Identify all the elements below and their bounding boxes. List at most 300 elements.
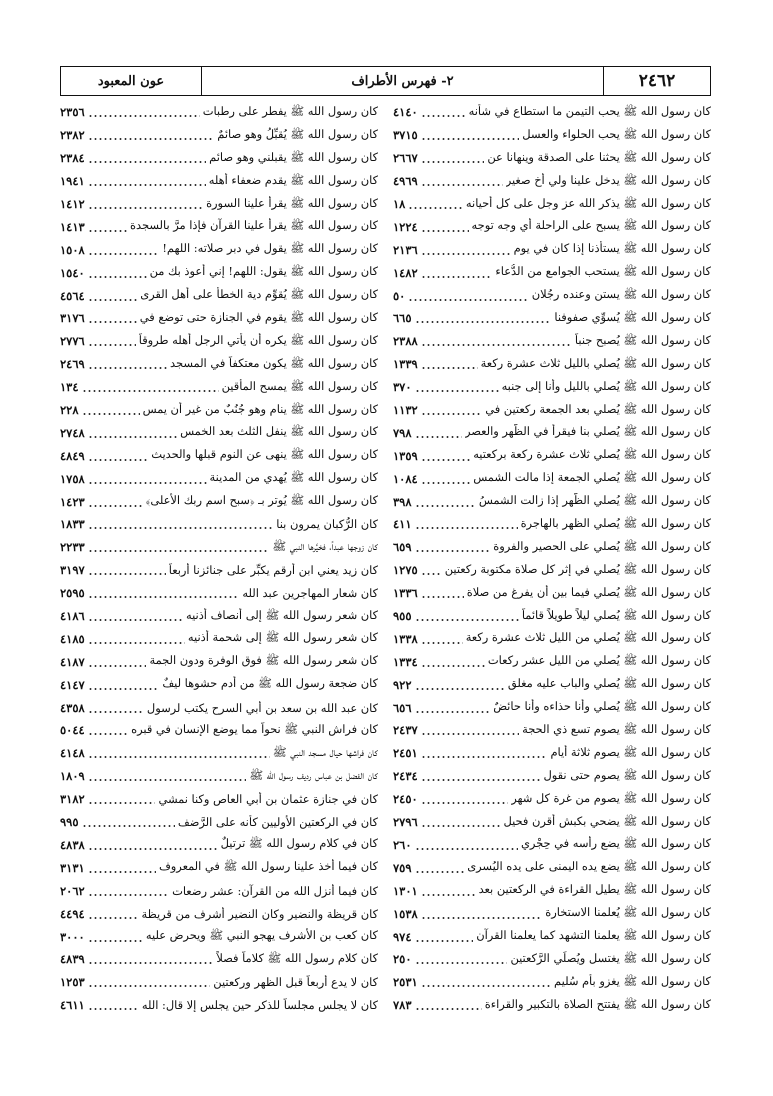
entry-number: ٥٠٤٤ bbox=[60, 723, 85, 738]
dot-leader bbox=[415, 931, 474, 943]
index-entry bbox=[60, 902, 378, 925]
entry-number: ١٣٠١ bbox=[393, 883, 418, 898]
index-entry bbox=[60, 124, 378, 147]
entry-number: ٤٨٤٩ bbox=[60, 448, 85, 463]
entry-text: كان ضجعة رسول الله ﷺ من أدم حشوها ليفٌ bbox=[162, 676, 378, 691]
dot-leader bbox=[88, 999, 139, 1011]
dot-leader bbox=[88, 106, 200, 118]
entry-number: ٢٣٥٦ bbox=[60, 105, 85, 120]
entry-text: كان رسول الله ﷺ يقرأ علينا السورة bbox=[206, 195, 378, 210]
dot-leader bbox=[88, 976, 211, 988]
dot-leader bbox=[88, 656, 147, 668]
index-entry bbox=[60, 170, 378, 193]
entry-text: كان رسول الله ﷺ يستأذنا إذا كان في يوم bbox=[513, 241, 711, 256]
index-entry bbox=[60, 330, 378, 353]
entry-number: ٢٥٣١ bbox=[393, 975, 418, 990]
dot-leader bbox=[88, 839, 218, 851]
index-entry bbox=[393, 215, 711, 238]
index-entry bbox=[60, 238, 378, 261]
entry-text: كان رسول الله ﷺ يُصلي الظهر بالهاجرة bbox=[520, 515, 711, 530]
dot-leader bbox=[88, 953, 214, 965]
entry-number: ١٨ bbox=[393, 197, 406, 211]
entry-number: ١٧٥٨ bbox=[60, 471, 85, 486]
entry-text: كان رسول الله ﷺ يُصبح جنباً bbox=[574, 332, 711, 347]
entry-text: كان رسول الله ﷺ يطيل القراءة في الركعتين بعد bbox=[478, 882, 711, 897]
dot-leader bbox=[88, 290, 137, 302]
entry-text: كان رسول الله ﷺ يُصلي والباب عليه مغلق bbox=[507, 676, 711, 691]
dot-leader bbox=[88, 221, 127, 233]
entry-text: كان زيد يعني ابن أرقم يكبِّر على جنائزنا أربعاً bbox=[168, 563, 378, 578]
dot-leader bbox=[421, 656, 485, 668]
dot-leader bbox=[421, 564, 442, 576]
entry-number: ٤١٨٧ bbox=[60, 654, 85, 669]
dot-leader bbox=[88, 770, 247, 782]
entry-number: ٩٢٢ bbox=[393, 677, 412, 692]
entry-text: كان رسول الله ﷺ يُعلمنا الاستخارة bbox=[545, 905, 711, 920]
dot-leader bbox=[88, 793, 156, 805]
dot-leader bbox=[88, 747, 270, 759]
entry-text: كان فراش النبي ﷺ نحواً مما يوضع الإنسان في قبره bbox=[131, 721, 378, 736]
dot-leader bbox=[88, 267, 147, 279]
entry-text: كان رسول الله ﷺ يُصلي بالليل وأنا إلى جنبه bbox=[501, 378, 711, 393]
dot-leader bbox=[88, 885, 169, 897]
index-entry bbox=[393, 902, 711, 925]
dot-leader bbox=[415, 610, 519, 622]
entry-text: كان رسول الله ﷺ يُصلي ثلاث عشرة ركعة بركعتيه bbox=[473, 447, 711, 462]
entry-text: كان فيما أخذ علينا رسول الله ﷺ في المعروف bbox=[159, 859, 378, 874]
entry-text: كان زوجها عبداً، فخيَّرها النبي ﷺ bbox=[272, 538, 378, 553]
index-column-right bbox=[393, 101, 711, 1017]
index-entry bbox=[393, 834, 711, 857]
index-entry bbox=[393, 879, 711, 902]
entry-text: كان رسول الله ﷺ يصوم حتى نقول bbox=[543, 767, 711, 782]
dot-leader bbox=[421, 885, 476, 897]
entry-number: ١٥٠٨ bbox=[60, 242, 85, 257]
entry-number: ٤٨٣٨ bbox=[60, 837, 85, 852]
entry-number: ٢٧٧٦ bbox=[60, 334, 85, 349]
index-entry bbox=[393, 238, 711, 261]
entry-number: ٤٥٦٤ bbox=[60, 288, 85, 303]
entry-number: ٢٣٨٨ bbox=[393, 334, 418, 349]
entry-number: ٤١٤٨ bbox=[60, 746, 85, 761]
dot-leader bbox=[421, 404, 483, 416]
entry-text: كان رسول الله ﷺ يُصلي في إثر كل صلاة مكتوبة ركعتين bbox=[444, 561, 711, 576]
index-entry bbox=[393, 353, 711, 376]
index-entry bbox=[60, 376, 378, 399]
dot-leader bbox=[88, 541, 270, 553]
dot-leader bbox=[82, 404, 140, 416]
entry-number: ٢١٣٦ bbox=[393, 242, 418, 257]
entry-number: ٢٤٦٩ bbox=[60, 357, 85, 372]
entry-number: ٣٠٠٠ bbox=[60, 929, 85, 944]
entry-text: كان رسول الله ﷺ يُصلي فيما بين أن يفرغ من صلاة bbox=[466, 584, 711, 599]
entry-number: ١٠٨٤ bbox=[393, 471, 418, 486]
index-entry bbox=[60, 879, 378, 902]
entry-text: كان رسول الله ﷺ يضحي بكبش أقرن فحيل bbox=[503, 813, 711, 828]
entry-number: ٢٢٨ bbox=[60, 403, 79, 418]
entry-number: ٩٥٥ bbox=[393, 609, 412, 624]
dot-leader bbox=[88, 931, 143, 943]
dot-leader bbox=[421, 908, 543, 920]
entry-number: ٩٩٥ bbox=[60, 815, 79, 830]
entry-text: كان رسول الله ﷺ ينهى عن النوم قبلها والحديث bbox=[151, 447, 378, 462]
dot-leader bbox=[415, 999, 482, 1011]
entry-text: كان لا يدع أربعاً قبل الظهر وركعتين bbox=[213, 975, 378, 990]
dot-leader bbox=[421, 129, 520, 141]
entry-text: كان رسول الله ﷺ يُقوِّم دية الخطأ على أهل القرى bbox=[140, 287, 378, 302]
index-entry bbox=[393, 467, 711, 490]
dot-leader bbox=[88, 724, 128, 736]
index-entry bbox=[60, 421, 378, 444]
dot-leader bbox=[88, 358, 167, 370]
book-title: عون المعبود bbox=[61, 67, 202, 95]
entry-text: كان رسول الله ﷺ يقول: اللهم! إني أعوذ بك من bbox=[149, 264, 378, 279]
index-entry bbox=[60, 193, 378, 216]
index-entry bbox=[393, 811, 711, 834]
entry-number: ٤٩٦٩ bbox=[393, 174, 418, 189]
entry-text: كان رسول الله ﷺ يفطر على رطبات bbox=[202, 103, 378, 118]
index-entry bbox=[60, 284, 378, 307]
dot-leader bbox=[88, 198, 203, 210]
index-entry bbox=[393, 101, 711, 124]
entry-number: ٢٧٩٦ bbox=[393, 815, 418, 830]
index-entry bbox=[60, 673, 378, 696]
dot-leader bbox=[88, 633, 185, 645]
entry-text: كان الرُّكبان يمرون بنا bbox=[276, 517, 378, 532]
index-entry bbox=[393, 605, 711, 628]
entry-number: ٦٥٦ bbox=[393, 700, 412, 715]
index-entry bbox=[393, 994, 711, 1017]
entry-number: ٤٦١١ bbox=[60, 998, 85, 1013]
entry-number: ٢٥٠ bbox=[393, 952, 412, 967]
dot-leader bbox=[88, 679, 160, 691]
entry-number: ٢٦٦٧ bbox=[393, 151, 418, 166]
entry-text: كان رسول الله ﷺ يُصلي وأنا حذاءه وأنا حائضٌ bbox=[493, 699, 711, 714]
dot-leader bbox=[88, 427, 177, 439]
entry-text: كان عبد الله بن سعد بن أبي السرح يكتب لرسول bbox=[146, 700, 378, 715]
dot-leader bbox=[421, 358, 478, 370]
index-entry bbox=[393, 650, 711, 673]
entry-text: كان رسول الله ﷺ يضع يده اليمنى على يده اليُسرى bbox=[467, 859, 711, 874]
entry-text: كان رسول الله ﷺ يصوم ثلاثة أيام bbox=[550, 744, 711, 759]
dot-leader bbox=[88, 908, 139, 920]
entry-text: كان كلام رسول الله ﷺ كلاماً فصلاً bbox=[216, 950, 378, 965]
index-entry bbox=[393, 719, 711, 742]
entry-number: ٢٤٥١ bbox=[393, 746, 418, 761]
entry-number: ٣٧١٥ bbox=[393, 128, 418, 143]
entry-text: كان لا يجلس مجلساً للذكر حين يجلس إلا قال: الله bbox=[141, 998, 378, 1013]
entry-number: ٣١٧٦ bbox=[60, 311, 85, 326]
entry-text: كان في كلام رسول الله ﷺ ترتيلٌ bbox=[220, 836, 378, 851]
index-column-left bbox=[60, 101, 378, 1017]
dot-leader bbox=[421, 450, 470, 462]
index-entry bbox=[60, 490, 378, 513]
dot-leader bbox=[421, 175, 503, 187]
entry-number: ٢٠٦٢ bbox=[60, 883, 85, 898]
dot-leader bbox=[88, 473, 207, 485]
entry-number: ٤١٨٥ bbox=[60, 631, 85, 646]
entry-text: كان قريظة والنضير وكان النضير أشرف من قريظة bbox=[141, 906, 378, 921]
entry-text: كان رسول الله ﷺ يُصلي الظُّهر إذا زالت الشمسُ bbox=[478, 493, 711, 508]
index-entry bbox=[60, 834, 378, 857]
entry-number: ١١٣٢ bbox=[393, 403, 418, 418]
entry-number: ٦٥٩ bbox=[393, 540, 412, 555]
index-entry bbox=[60, 353, 378, 376]
entry-text: كان رسول الله ﷺ يدخل علينا ولي أخ صغير bbox=[505, 172, 711, 187]
entry-text: كان شعر رسول الله ﷺ فوق الوفرة ودون الجمة bbox=[149, 653, 378, 668]
index-entry bbox=[60, 788, 378, 811]
page-number: ٢٤٦٢ bbox=[603, 67, 710, 95]
dot-leader bbox=[421, 244, 511, 256]
entry-text: كان رسول الله ﷺ يُصلي الجمعة إذا مالت الشمس bbox=[473, 470, 711, 485]
entry-number: ١٥٣٨ bbox=[393, 906, 418, 921]
index-entry bbox=[393, 399, 711, 422]
entry-number: ٢٦٠ bbox=[393, 837, 412, 852]
entry-number: ٣٧٠ bbox=[393, 380, 412, 395]
entry-text: كان رسول الله ﷺ يُصلي على الحصير والفروة bbox=[493, 538, 711, 553]
entry-text: كان رسول الله ﷺ يفتتح الصلاة بالتكبير والقراءة bbox=[484, 996, 711, 1011]
entry-number: ٢٧٤٨ bbox=[60, 425, 85, 440]
entry-number: ٧٩٨ bbox=[393, 425, 412, 440]
dot-leader bbox=[88, 496, 143, 508]
index-entry bbox=[60, 467, 378, 490]
entry-text: كان رسول الله ﷺ يقرأ علينا القرآن فإذا مرَّ بالسجدة bbox=[130, 218, 378, 233]
section-title: ٢- فهرس الأطراف bbox=[351, 73, 454, 89]
index-entry bbox=[60, 811, 378, 834]
dot-leader bbox=[88, 610, 183, 622]
index-entry bbox=[393, 925, 711, 948]
entry-text: كان رسول الله ﷺ يكره أن يأتي الرجل أهله طروقاً bbox=[138, 332, 378, 347]
entry-text: كان رسول الله ﷺ يستحب الجوامع من الدُّعاء bbox=[495, 264, 711, 279]
entry-text: كان فراشها حيال مسجد النبي ﷺ bbox=[272, 744, 378, 759]
dot-leader bbox=[82, 816, 175, 828]
index-entry bbox=[393, 124, 711, 147]
dot-leader bbox=[88, 702, 144, 714]
index-entry bbox=[60, 627, 378, 650]
index-entry bbox=[60, 765, 378, 788]
entry-text: كان رسول الله ﷺ يقوم في الجنازة حتى توضع في bbox=[139, 309, 378, 324]
entry-number: ٤٨٣٩ bbox=[60, 952, 85, 967]
entry-number: ٤٣٥٨ bbox=[60, 700, 85, 715]
entry-number: ٧٨٣ bbox=[393, 998, 412, 1013]
entry-text: كان رسول الله ﷺ يُصلي ليلاً طويلاً قائماً bbox=[521, 607, 711, 622]
entry-text: كان شعار المهاجرين عبد الله bbox=[242, 586, 378, 601]
index-entry bbox=[60, 147, 378, 170]
dot-leader bbox=[88, 312, 137, 324]
index-entry bbox=[60, 444, 378, 467]
index-entry bbox=[60, 307, 378, 330]
index-entry bbox=[393, 742, 711, 765]
entry-number: ١٣٣٨ bbox=[393, 631, 418, 646]
entry-text: كان رسول الله ﷺ يقدم ضعفاء أهله bbox=[208, 172, 378, 187]
entry-number: ١٣٥٩ bbox=[393, 448, 418, 463]
entry-text: كان رسول الله ﷺ يغتسل ويُصلِّي الرَّكعتين bbox=[510, 950, 711, 965]
index-entry bbox=[393, 490, 711, 513]
index-entry bbox=[60, 261, 378, 284]
index-entry bbox=[393, 330, 711, 353]
entry-text: كان الفضل بن عباس رديف رسول الله ﷺ bbox=[249, 767, 378, 782]
entry-number: ١٩٤١ bbox=[60, 174, 85, 189]
entry-number: ٧٥٩ bbox=[393, 860, 412, 875]
dot-leader bbox=[421, 747, 548, 759]
entry-text: كان فيما أنزل الله من القرآن: عشر رضعات bbox=[172, 883, 378, 898]
dot-leader bbox=[408, 198, 463, 210]
entry-text: كان رسول الله ﷺ يصوم تسع ذي الحجة bbox=[522, 721, 711, 736]
entry-number: ٤١٤٠ bbox=[393, 105, 418, 120]
entry-text: كان شعر رسول الله ﷺ إلى أنصاف أذنيه bbox=[186, 607, 378, 622]
dot-leader bbox=[88, 335, 136, 347]
index-entry bbox=[393, 856, 711, 879]
index-entry bbox=[60, 925, 378, 948]
index-entry bbox=[393, 261, 711, 284]
index-entry bbox=[393, 284, 711, 307]
dot-leader bbox=[88, 587, 240, 599]
entry-text: كان شعر رسول الله ﷺ إلى شحمة أُذنيه bbox=[187, 630, 378, 645]
entry-number: ١٢٢٤ bbox=[393, 219, 418, 234]
entry-number: ٢٣٨٢ bbox=[60, 128, 85, 143]
dot-leader bbox=[421, 793, 508, 805]
dot-leader bbox=[421, 816, 501, 828]
index-entry bbox=[393, 788, 711, 811]
entry-number: ١٥٤٠ bbox=[60, 265, 85, 280]
index-entry bbox=[393, 147, 711, 170]
index-entry bbox=[393, 193, 711, 216]
index-entry bbox=[393, 536, 711, 559]
index-entry bbox=[60, 215, 378, 238]
dot-leader bbox=[88, 564, 166, 576]
dot-leader bbox=[415, 427, 462, 439]
entry-number: ١٤١٣ bbox=[60, 219, 85, 234]
entry-text: كان رسول الله ﷺ يُصلي بنا فيقرأ في الظُّهر والعصر bbox=[464, 424, 711, 439]
index-entry bbox=[393, 376, 711, 399]
dot-leader bbox=[421, 335, 572, 347]
dot-leader bbox=[415, 953, 508, 965]
entry-text: كان رسول الله ﷺ يحب الحلواء والعسل bbox=[522, 126, 711, 141]
index-entry bbox=[60, 719, 378, 742]
index-entry bbox=[393, 765, 711, 788]
dot-leader bbox=[421, 221, 469, 233]
entry-number: ١٨٠٩ bbox=[60, 769, 85, 784]
entry-text: كان رسول الله ﷺ يضع رأسه في حِجْري bbox=[520, 836, 711, 851]
entry-number: ٣١٨٢ bbox=[60, 792, 85, 807]
index-entry bbox=[60, 101, 378, 124]
dot-leader bbox=[88, 152, 206, 164]
dot-leader bbox=[421, 724, 519, 736]
index-entry bbox=[60, 605, 378, 628]
entry-text: كان رسول الله ﷺ يحثنا على الصدقة وينهانا عن bbox=[487, 149, 711, 164]
entry-number: ٩٧٤ bbox=[393, 929, 412, 944]
entry-number: ٢٢٣٣ bbox=[60, 540, 85, 555]
index-entry bbox=[60, 399, 378, 422]
dot-leader bbox=[421, 976, 551, 988]
index-entry bbox=[60, 696, 378, 719]
entry-text: كان رسول الله ﷺ ينام وهو جُنُبٌ من غير أن يمس bbox=[142, 401, 378, 416]
entry-text: كان رسول الله ﷺ يحب التيمن ما استطاع في شأنه bbox=[468, 103, 711, 118]
index-entry bbox=[60, 559, 378, 582]
index-columns bbox=[60, 101, 711, 1017]
index-entry bbox=[60, 513, 378, 536]
entry-text: كان رسول الله ﷺ ينفل الثلث بعد الخمس bbox=[180, 424, 378, 439]
index-entry bbox=[60, 856, 378, 879]
entry-number: ١٤١٢ bbox=[60, 197, 85, 211]
index-entry bbox=[60, 971, 378, 994]
entry-text: كان رسول الله ﷺ يُوتر بـ ﴿سبح اسم ربك الأعلى﴾ bbox=[145, 493, 378, 508]
index-entry bbox=[393, 673, 711, 696]
page-header bbox=[60, 66, 711, 96]
index-entry bbox=[393, 582, 711, 605]
entry-text: كان رسول الله ﷺ يسبح على الراحلة أي وجه توجه bbox=[471, 218, 711, 233]
dot-leader bbox=[421, 152, 485, 164]
dot-leader bbox=[88, 175, 206, 187]
entry-text: كان رسول الله ﷺ يكون معتكفاً في المسجد bbox=[169, 355, 378, 370]
index-entry bbox=[60, 582, 378, 605]
entry-text: كان رسول الله ﷺ يُسوِّي صفوفنا bbox=[554, 309, 711, 324]
entry-text: كان رسول الله ﷺ يُصلي بعد الجمعة ركعتين في bbox=[485, 401, 711, 416]
dot-leader bbox=[421, 770, 541, 782]
entry-number: ٥٠ bbox=[393, 288, 406, 303]
entry-text: كان في الركعتين الأوليين كأنه على الرَّضف bbox=[177, 815, 378, 830]
entry-text: كان رسول الله ﷺ يمسح المأقين bbox=[221, 378, 378, 393]
entry-text: كان رسول الله ﷺ يُقبِّلُ وهو صائمٌ bbox=[217, 126, 378, 141]
index-entry bbox=[393, 971, 711, 994]
dot-leader bbox=[421, 267, 493, 279]
dot-leader bbox=[88, 129, 215, 141]
entry-number: ٦٦٥ bbox=[393, 311, 412, 326]
index-entry bbox=[60, 948, 378, 971]
dot-leader bbox=[421, 473, 471, 485]
entry-text: كان رسول الله ﷺ يغزو بأم سُليم bbox=[554, 973, 711, 988]
entry-number: ٤٤٩٤ bbox=[60, 906, 85, 921]
entry-text: كان رسول الله ﷺ يستن وعنده رجُلان bbox=[531, 287, 711, 302]
dot-leader bbox=[88, 518, 274, 530]
entry-number: ٢٥٩٥ bbox=[60, 586, 85, 601]
entry-number: ١٤٢٣ bbox=[60, 494, 85, 509]
entry-number: ١٢٥٣ bbox=[60, 975, 85, 990]
dot-leader bbox=[421, 587, 464, 599]
index-entry bbox=[60, 994, 378, 1017]
dot-leader bbox=[415, 839, 518, 851]
entry-number: ٢٤٣٤ bbox=[393, 769, 418, 784]
index-entry bbox=[393, 513, 711, 536]
index-entry bbox=[60, 650, 378, 673]
entry-number: ٤١١ bbox=[393, 517, 412, 532]
entry-number: ٤١٨٦ bbox=[60, 609, 85, 624]
index-entry bbox=[393, 421, 711, 444]
entry-text: كان رسول الله ﷺ يُصلي من الليل ثلاث عشرة ركعة bbox=[465, 630, 711, 645]
entry-number: ٢٤٣٧ bbox=[393, 723, 418, 738]
dot-leader bbox=[88, 244, 160, 256]
dot-leader bbox=[415, 702, 491, 714]
entry-text: كان رسول الله ﷺ يقبلني وهو صائم bbox=[209, 149, 378, 164]
dot-leader bbox=[415, 679, 505, 691]
entry-number: ١٣٤ bbox=[60, 380, 79, 395]
entry-number: ٢٣٨٤ bbox=[60, 151, 85, 166]
entry-number: ١٤٨٢ bbox=[393, 265, 418, 280]
dot-leader bbox=[421, 106, 466, 118]
index-entry bbox=[393, 627, 711, 650]
entry-number: ١٨٣٣ bbox=[60, 517, 85, 532]
index-entry bbox=[60, 536, 378, 559]
dot-leader bbox=[88, 450, 149, 462]
entry-text: كان رسول الله ﷺ يُصلي من الليل عشر ركعات bbox=[487, 653, 711, 668]
entry-text: كان رسول الله ﷺ يعلمنا التشهد كما يعلمنا القرآن bbox=[476, 928, 711, 942]
entry-text: كان في جنازة عثمان بن أبي العاص وكنا نمشي bbox=[158, 792, 378, 807]
entry-text: كان رسول الله ﷺ يُصلي بالليل ثلاث عشرة ركعة bbox=[480, 355, 711, 370]
index-entry bbox=[393, 444, 711, 467]
index-entry bbox=[393, 307, 711, 330]
entry-number: ٣٩٨ bbox=[393, 494, 412, 509]
entry-text: كان رسول الله ﷺ يقول في دبر صلاته: اللهم! bbox=[162, 241, 378, 256]
